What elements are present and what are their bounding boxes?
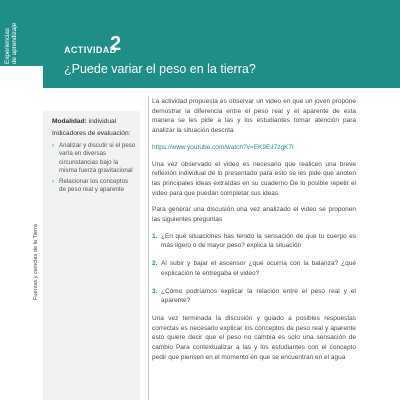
question-text: ¿En qué situaciones has tenido la sensación de que tu cuerpo es más ligero o de mayor peso? explica la situación [161, 232, 356, 250]
side-band-label [4, 23, 18, 64]
modality-label: Modalidad: [52, 118, 87, 125]
question-number: 3. [152, 287, 158, 295]
indicators-list [52, 142, 136, 196]
activity-number: 2 [110, 33, 122, 55]
discussion-intro: Para generar una discusión una vez analizado el video se proponen las siguientes preguntas [152, 206, 356, 224]
modality-line [52, 118, 116, 125]
activity-title: ¿Puede variar el peso en la tierra? [64, 62, 256, 76]
sidebar-divider [148, 96, 149, 400]
indicator-item [52, 178, 136, 195]
modality-value: individual [86, 118, 117, 125]
question-text: Al subir y bajar el ascensor ¿qué ocurría con la balanza? ¿qué explicación te entregaba el video? [161, 260, 356, 277]
question-text: ¿Cómo podríamos explicar la relación entre el peso real y el aparente? [161, 287, 356, 305]
closing-paragraph: Una vez terminada la discusión y guiado a posibles respuestas correctas es necesario explicar los conceptos de peso real y aparente esto quiere decir que el peso no cambia es solo una sensación de cambio Para contextualizar a las y los estudiantes con el concepto pedir que piensen en el momento en que se encuentran en el agua [152, 314, 356, 361]
bullet-icon: › [52, 177, 55, 185]
side-band-label-line2: de aprendizaje [11, 22, 19, 64]
intro-paragraph: La actividad propuesta es observar un video en que un joven propone demostrar la diferencia entre el peso real y el aparente de esta manera se les pide a las y los estudiantes tomar atención para analizar la situación descrita [152, 98, 356, 135]
question-number: 1. [152, 232, 158, 240]
reflection-paragraph: Una vez observado el video es necesario que realicen una breve reflexión individual de lo presentado para esto se les pide que anoten las principales ideas extraídas en su cuaderno De lo posible repetir el video para que puedan completar sus ideas [152, 160, 356, 197]
indicators-title: Indicadores de evaluación: [52, 130, 131, 137]
question-item [152, 259, 356, 278]
indicator-text: Analizar y discutir si el peso varía en diversas circunstancias bajo la misma fuerza gravitacional [59, 142, 136, 175]
bullet-icon: › [52, 142, 55, 149]
questions-list [152, 232, 356, 306]
side-band-label-line1: Experiencias [4, 27, 11, 64]
question-item [152, 287, 356, 306]
indicator-item [52, 142, 136, 176]
indicator-text: Relacionar los conceptos de peso real y aparente [59, 177, 129, 194]
activity-content [152, 97, 356, 369]
question-item [152, 232, 356, 251]
question-number: 2. [152, 260, 158, 268]
video-link[interactable]: https://www.youtube.com/watch?v=EK9EJ7zgK7I [152, 143, 294, 151]
activity-label: ACTIVIDAD [64, 45, 117, 55]
unit-caption: Fuerzas y ciencias de la Tierra [33, 224, 39, 300]
